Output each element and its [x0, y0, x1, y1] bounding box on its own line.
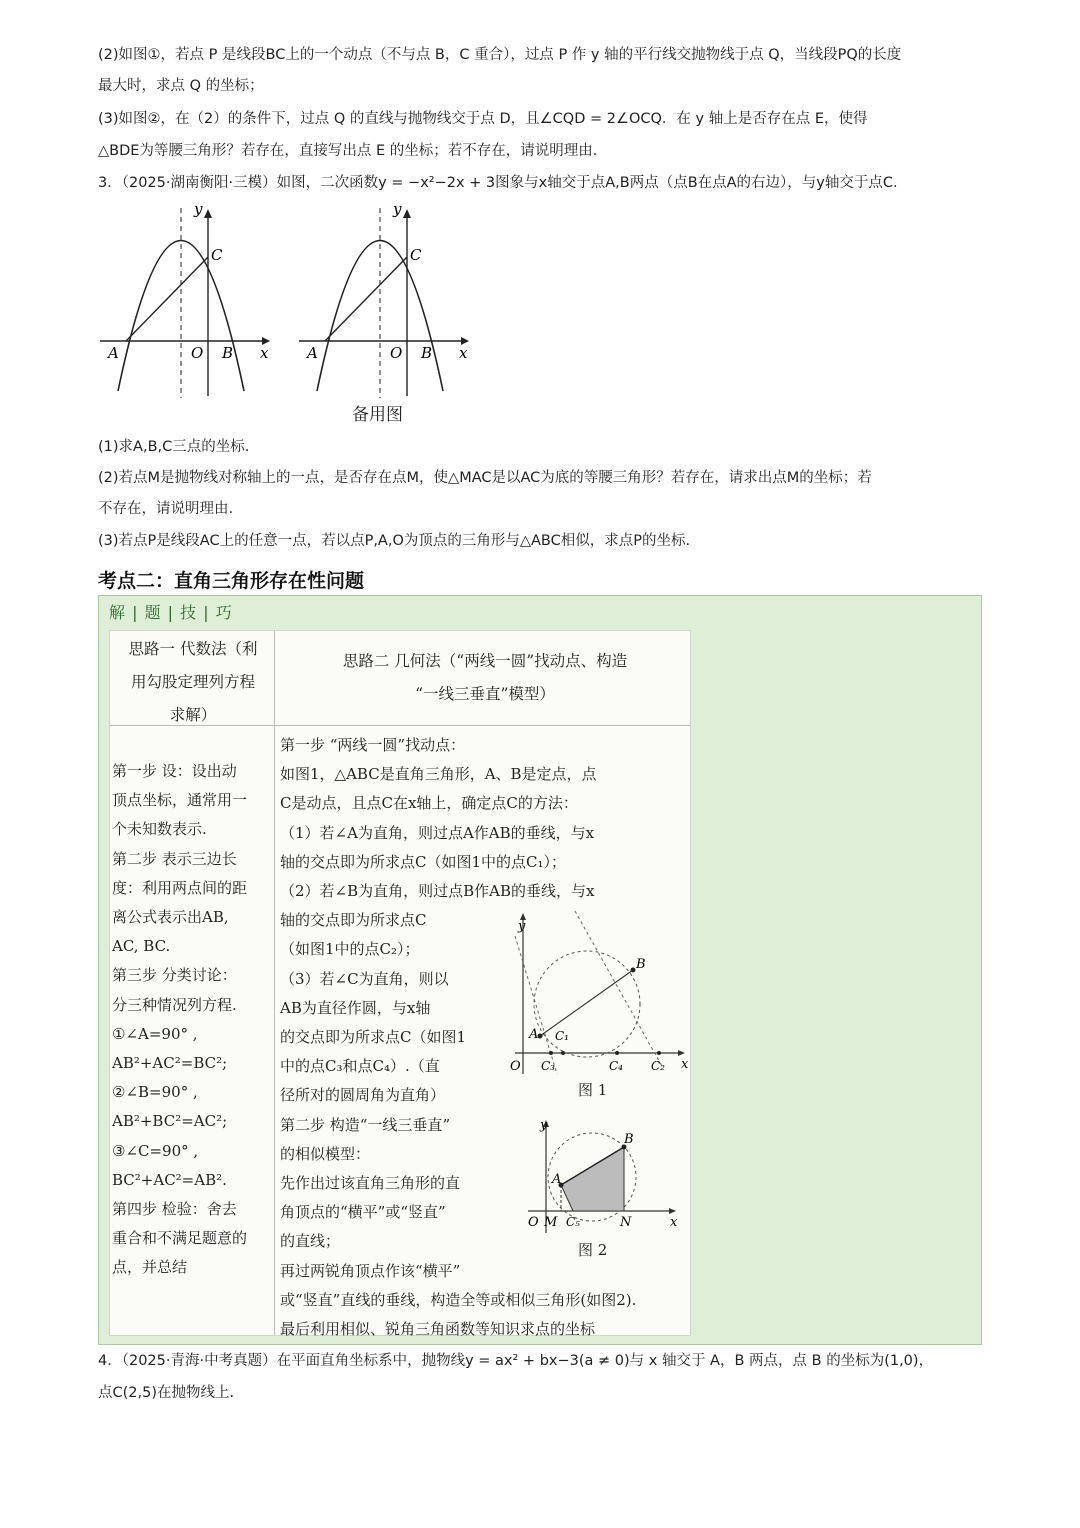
col2-line: 第一步 “两线一圆”找动点： — [280, 736, 466, 754]
col1-line: AC, BC. — [112, 937, 171, 956]
col1-line: 第三步 分类讨论： — [112, 966, 237, 985]
col2-line: C是动点，且点C在x轴上，确定点C的方法： — [280, 794, 578, 813]
figure-2 — [518, 1115, 688, 1240]
col1-line: 点，并总结 — [112, 1258, 188, 1277]
col2-line: 先作出过该直角三角形的直 — [280, 1174, 461, 1193]
col2-line: 的交点即为所求点C（如图1 — [280, 1028, 467, 1047]
figure-1 — [505, 906, 690, 1076]
col2-line: 的直线； — [280, 1232, 341, 1251]
col1-line: 重合和不满足题意的 — [112, 1229, 248, 1248]
col1-header-line: 求解） — [169, 706, 217, 724]
col1-line: 分三种情况列方程. — [112, 995, 237, 1014]
graph2-a-label: A — [307, 344, 318, 362]
col2-line: 轴的交点即为所求点C — [280, 911, 427, 930]
q4-line2: 点C(2,5)在抛物线上. — [98, 1385, 235, 1401]
tips-title: 解 | 题 | 技 | 巧 — [109, 603, 233, 622]
graph2-y-label: y — [393, 200, 402, 218]
col2-line: 角顶点的“横平”或“竖直” — [280, 1203, 446, 1222]
fig1-c1-label: C₁ — [555, 1029, 569, 1043]
graph1-o-label: O — [191, 344, 204, 362]
fig1-c2-label: C₂ — [651, 1059, 665, 1073]
col1-header-line: 思路一 代数法（利 — [128, 640, 258, 658]
col2-line: 再过两锐角顶点作该“横平” — [280, 1261, 461, 1280]
col2-line: 的相似模型： — [280, 1144, 371, 1163]
col1-header-line: 用勾股定理列方程 — [130, 673, 255, 691]
col2-line: 第二步 构造“一线三垂直” — [280, 1115, 451, 1134]
col1-line: 第二步 表示三边长 — [112, 849, 237, 868]
fig1-a-label: A — [529, 1027, 539, 1042]
col2-line: 如图1，△ABC是直角三角形，A、B是定点，点 — [280, 765, 597, 784]
col2-header-line: 思路二 几何法（“两线一圆”找动点、构造 — [342, 652, 628, 670]
graph1-c-label: C — [211, 246, 223, 264]
q2-part2-line1: (2)如图①，若点 P 是线段BC上的一个动点（不与点 B，C 重合），过点 P 作 y 轴的平行线交抛物线于点 Q，当线段PQ的长度 — [98, 47, 902, 63]
q3-part2-line2: 不存在，请说明理由. — [98, 501, 234, 517]
col1-line: ②∠B=90° , — [112, 1083, 198, 1102]
col2-line: 或“竖直”直线的垂线，构造全等或相似三角形(如图2). — [280, 1290, 637, 1309]
col1-line: 第一步 设：设出动 — [112, 762, 237, 780]
graph1-y-label: y — [194, 200, 203, 218]
graph1-b-label: B — [222, 344, 234, 362]
graph2-b-label: B — [421, 344, 433, 362]
fig1-x-label: x — [681, 1057, 689, 1072]
col1-line: ①∠A=90° , — [112, 1024, 198, 1043]
fig1-y-label: y — [518, 919, 526, 934]
q3-part2-line1: (2)若点M是抛物线对称轴上的一点，是否存在点M，使△MAC是以AC为底的等腰三角形？若存在，请求出点M的坐标；若 — [98, 470, 872, 486]
fig1-o-label: O — [510, 1059, 521, 1074]
fig1-c4-label: C₄ — [609, 1059, 623, 1073]
col1-line: BC²+AC²=AB². — [112, 1170, 227, 1189]
graph2-o-label: O — [390, 344, 403, 362]
col2-line: 轴的交点即为所求点C（如图1中的点C₁）； — [280, 852, 567, 871]
q2-part2-line2: 最大时，求点 Q 的坐标； — [98, 78, 264, 94]
col1-line: 第四步 检验：舍去 — [112, 1200, 237, 1219]
col1-line: AB²+BC²=AC²; — [112, 1112, 228, 1131]
col2-line: （3）若∠C为直角，则以 — [280, 969, 449, 988]
q2-part3-line1: (3)如图②，在（2）的条件下，过点 Q 的直线与抛物线交于点 D，且∠CQD = 2∠OCQ．在 y 轴上是否存在点 E，使得 — [98, 111, 868, 127]
col2-header-line: “一线三垂直”模型） — [415, 685, 555, 703]
fig2-m-label: M — [544, 1215, 558, 1230]
col2-line: AB为直径作圆，与x轴 — [280, 998, 431, 1017]
fig2-a-label: A — [552, 1172, 562, 1187]
col2-line: 中的点C₃和点C₄）.（直 — [280, 1057, 440, 1076]
graph1-a-label: A — [108, 344, 119, 362]
col1-line: AB²+AC²=BC²; — [112, 1054, 228, 1073]
col2-line: （1）若∠A为直角，则过点A作AB的垂线，与x — [280, 823, 595, 842]
col2-line: （2）若∠B为直角，则过点B作AB的垂线，与x — [280, 882, 595, 901]
graph1-x-label: x — [260, 344, 269, 362]
fig1-c3-label: C₃ — [541, 1059, 555, 1073]
col2-line: （如图1中的点C₂）； — [280, 940, 420, 959]
fig2-y-label: y — [540, 1118, 548, 1133]
q3-graph-figure-1 — [98, 200, 278, 400]
col1-line: 个未知数表示. — [112, 820, 207, 839]
section-heading: 考点二：直角三角形存在性问题 — [98, 570, 365, 592]
fig1-b-label: B — [636, 957, 646, 972]
fig2-n-label: N — [620, 1215, 632, 1230]
col2-line: 最后利用相似、锐角三角函数等知识求点的坐标 — [280, 1320, 596, 1339]
q2-part3-line2: △BDE为等腰三角形？若存在，直接写出点 E 的坐标；若不存在，请说明理由. — [98, 143, 598, 159]
col2-header — [282, 645, 688, 711]
q3-stem: 3．（2025·湖南衡阳·三模）如图，二次函数y = −x²−2x + 3图象与x轴交于点A,B两点（点B在点A的右边），与y轴交于点C. — [98, 175, 898, 191]
q3-part1: (1)求A,B,C三点的坐标. — [98, 439, 250, 455]
figure-1-caption: 图 1 — [578, 1081, 608, 1099]
graph2-x-label: x — [459, 344, 468, 362]
col1-line: 度：利用两点间的距 — [112, 878, 248, 897]
fig2-b-label: B — [624, 1132, 634, 1147]
figure-2-caption: 图 2 — [578, 1241, 608, 1259]
fig2-c5-label: C₅ — [566, 1215, 580, 1229]
fig2-o-label: O — [528, 1215, 539, 1230]
col1-header — [116, 633, 270, 732]
col1-body — [112, 757, 274, 1283]
col2-line: 径所对的圆周角为直角） — [280, 1086, 446, 1105]
fig2-x-label: x — [670, 1215, 678, 1230]
tips-table — [109, 630, 691, 1339]
q4-line1: 4．（2025·青海·中考真题）在平面直角坐标系中，抛物线y = ax² + bx−3(a ≠ 0)与 x 轴交于 A，B 两点，点 B 的坐标为(1,0)， — [98, 1353, 934, 1369]
q3-part3: (3)若点P是线段AC上的任意一点，若以点P,A,O为顶点的三角形与△ABC相似，求点P的坐标. — [98, 533, 691, 549]
q3-graph-figure-2 — [297, 200, 477, 400]
col1-line: ③∠C=90° , — [112, 1141, 199, 1160]
graph2-c-label: C — [410, 246, 422, 264]
tips-box — [98, 595, 982, 1345]
col1-line: 离公式表示出AB, — [112, 908, 229, 927]
spare-figure-caption: 备用图 — [352, 405, 403, 425]
col1-line: 顶点坐标，通常用一 — [112, 791, 248, 810]
